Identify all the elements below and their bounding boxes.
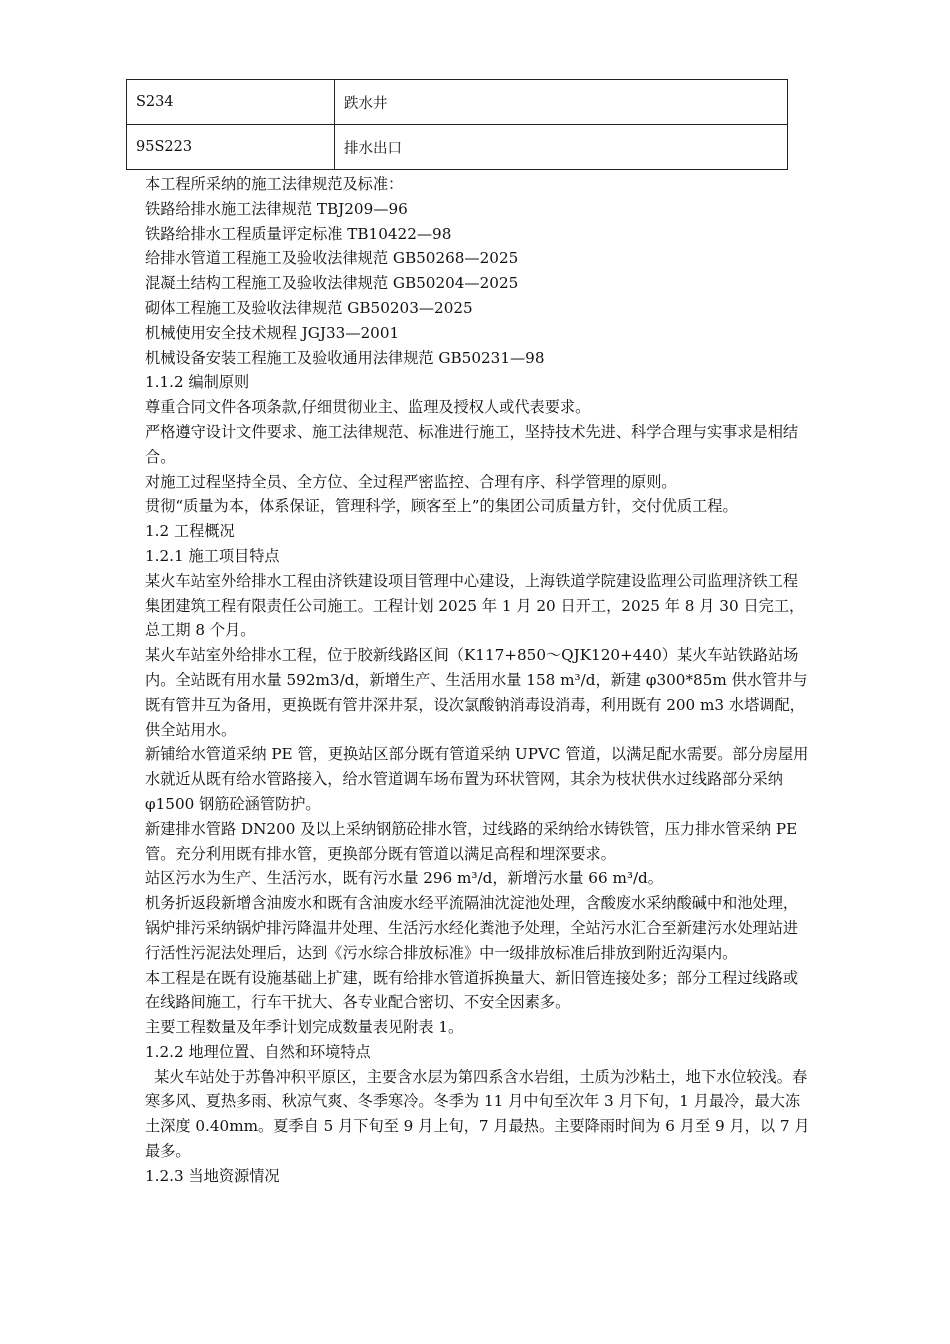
table-cell-name: 跌水井	[335, 80, 788, 125]
paragraph: 铁路给排水施工法律规范 TBJ209—96	[145, 199, 408, 218]
table-cell-name: 排水出口	[335, 125, 788, 170]
paragraph: 某火车站室外给排水工程，位于胶新线路区间（K117+850～QJK120+440）某火车站铁路站场内。全站既有用水量 592m3/d，新增生产、生活用水量 158 m³/d，新建 φ300*85m 供水管井与既有管井互为备用，更换既有管井深井泵，设次氯酸钠消毒设消毒，利用既有 200 m3 水塔调配，供全站用水。	[145, 646, 808, 739]
paragraph: 某火车站处于苏鲁冲积平原区，主要含水层为第四系含水岩组，土质为沙粘土，地下水位较浅。春寒多风、夏热多雨、秋凉气爽、冬季寒冷。冬季为 11 月中旬至次年 3 月下旬，1 月最冷，最大冻土深度 0.40mm。夏季自 5 月下旬至 9 月上旬，7 月最热。主要降雨时间为 6 月至 9 月，以 7 月最多。	[145, 1067, 810, 1161]
paragraph: 对施工过程坚持全员、全方位、全过程严密监控、合理有序、科学管理的原则。	[145, 472, 677, 491]
section-heading: 1.2.3 当地资源情况	[145, 1166, 280, 1185]
paragraph: 机械使用安全技术规程 JGJ33—2001	[145, 323, 400, 342]
paragraph: 严格遵守设计文件要求、施工法律规范、标准进行施工，坚持技术先进、科学合理与实事求是相结合。	[145, 422, 799, 466]
paragraph: 某火车站室外给排水工程由济铁建设项目管理中心建设，上海铁道学院建设监理公司监理济铁工程集团建筑工程有限责任公司施工。工程计划 2025 年 1 月 20 日开工，2025 年 8 月 30 日完工，总工期 8 个月。	[145, 571, 805, 640]
section-heading: 1.2.1 施工项目特点	[145, 546, 280, 565]
section-heading: 1.2 工程概况	[145, 522, 235, 541]
paragraph: 本工程是在既有设施基础上扩建，既有给排水管道拆换量大、新旧管连接处多；部分工程过线路或在线路间施工，行车干扰大、各专业配合密切、不安全因素多。	[145, 968, 799, 1012]
table-cell-code: S234	[127, 80, 335, 125]
document-body	[145, 172, 813, 1189]
paragraph: 砌体工程施工及验收法律规范 GB50203—2025	[145, 298, 473, 317]
paragraph: 机械设备安装工程施工及验收通用法律规范 GB50231—98	[145, 348, 545, 367]
paragraph: 机务折返段新增含油废水和既有含油废水经平流隔油沈淀池处理，含酸废水采纳酸碱中和池处理，锅炉排污采纳锅炉排污降温井处理、生活污水经化粪池予处理，全站污水汇合至新建污水处理站进行活性污泥法处理后，达到《污水综合排放标准》中一级排放标准后排放到附近沟渠内。	[145, 894, 799, 962]
section-heading: 1.1.2 编制原则	[145, 373, 250, 392]
paragraph: 尊重合同文件各项条款,仔细贯彻业主、监理及授权人或代表要求。	[145, 398, 591, 417]
section-heading: 1.2.2 地理位置、自然和环境特点	[145, 1042, 371, 1061]
paragraph: 新铺给水管道采纳 PE 管，更换站区部分既有管道采纳 UPVC 管道，以满足配水需要。部分房屋用水就近从既有给水管路接入，给水管道调车场布置为环状管网，其余为枝状供水过线路部分采纳 φ1500 钢筋砼涵管防护。	[145, 745, 809, 813]
standards-table	[126, 79, 788, 170]
table-row	[127, 125, 788, 170]
paragraph: 本工程所采纳的施工法律规范及标准：	[145, 175, 404, 193]
table-row	[127, 80, 788, 125]
paragraph: 铁路给排水工程质量评定标准 TB10422—98	[145, 224, 452, 243]
paragraph: 主要工程数量及年季计划完成数量表见附表 1。	[145, 1018, 464, 1037]
paragraph: 新建排水管路 DN200 及以上采纳钢筋砼排水管，过线路的采纳给水铸铁管，压力排水管采纳 PE 管。充分利用既有排水管，更换部分既有管道以满足高程和埋深要求。	[145, 819, 798, 863]
table-cell-code: 95S223	[127, 125, 335, 170]
paragraph: 混凝土结构工程施工及验收法律规范 GB50204—2025	[145, 274, 519, 293]
paragraph: 贯彻“质量为本，体系保证，管理科学，顾客至上”的集团公司质量方针，交付优质工程。	[145, 497, 738, 516]
paragraph: 给排水管道工程施工及验收法律规范 GB50268—2025	[145, 249, 519, 268]
paragraph: 站区污水为生产、生活污水，既有污水量 296 m³/d，新增污水量 66 m³/d。	[145, 869, 663, 888]
